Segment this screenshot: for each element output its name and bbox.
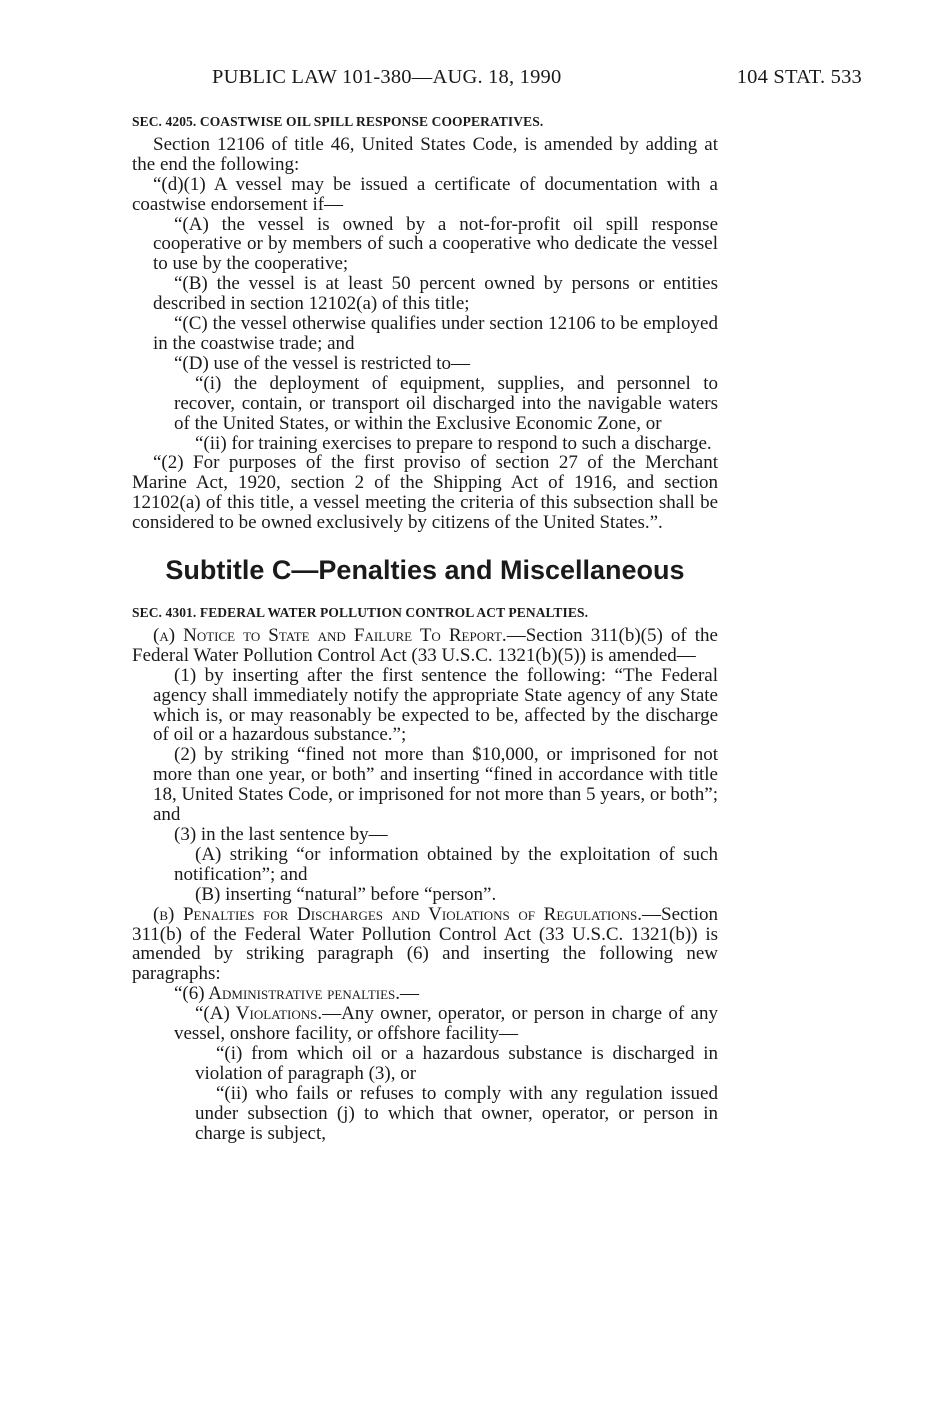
paragraph-b6-a [132,1004,718,1044]
clause-c: “(C) the vessel otherwise qualifies under section 12106 to be employed in the coastwise trade; and [153,313,718,354]
subtitle-heading: Subtitle C—Penalties and Miscellaneous [165,555,685,586]
document-body [132,112,718,1144]
subsection-2: “(2) For purposes of the first proviso of section 27 of the Merchant Marine Act, 1920, section 2 of the Shipping Act of 1916, and section 12102(a) of this title, a vessel meeting the criteria of this subsection shall be considered to be owned exclusively by citizens of the United States.”. [132,452,718,534]
paragraph-b6-caption: “(6) Administrative penalties. [174,983,401,1005]
subsection-a [132,626,718,666]
paragraph-a3: (3) in the last sentence by— [174,824,388,845]
paragraph-a3-a: (A) striking “or information obtained by the exploitation of such notification”; and [174,843,718,885]
paragraph-a3-b: (B) inserting “natural” before “person”. [195,883,497,905]
paragraph-a1: (1) by inserting after the first sentence the following: “The Federal agency shall immediately notify the appropriate State agency of any State which is, or may reasonably be expected to be, affected by the discharge of oil or a hazardous substance.”; [153,664,718,746]
subsection-b [132,905,718,985]
subsection-a-text: —Section 311(b)(5) of the Federal Water Pollution Control Act (33 U.S.C. 1321(b)(5)) is amended— [132,624,718,666]
paragraph-b6-a-ii: “(ii) who fails or refuses to comply with any regulation issued under subsection (j) to which that owner, operator, or person in charge is subject, [195,1082,718,1144]
section-4205-intro: Section 12106 of title 46, United States Code, is amended by adding at the end the following: [132,133,718,175]
clause-a: “(A) the vessel is owned by a not-for-profit oil spill response cooperative or by members of such a cooperative who dedicate the vessel to use by the cooperative; [153,213,718,275]
clause-b: “(B) the vessel is at least 50 percent owned by persons or entities described in section 12102(a) of this title; [153,273,718,315]
stat-page-number: 104 STAT. 533 [736,66,862,88]
paragraph-b6-a-caption: “(A) Violations. [195,1003,323,1025]
paragraph-b6-a-text: —Any owner, operator, or person in charge of any vessel, onshore facility, or offshore facility— [174,1003,718,1045]
clause-d-i: “(i) the deployment of equipment, supplies, and personnel to recover, contain, or transport oil discharged into the navigable waters of the United States, or within the Exclusive Economic Zone, or [174,372,718,434]
section-4205-heading: SEC. 4205. COASTWISE OIL SPILL RESPONSE COOPERATIVES. [132,114,544,129]
paragraph-b6-dash: — [400,983,420,1005]
subsection-d1: “(d)(1) A vessel may be issued a certificate of documentation with a coastwise endorsement if— [132,173,718,215]
clause-d: “(D) use of the vessel is restricted to— [174,352,470,374]
subsection-b-caption: (b) Penalties for Discharges and Violations of Regulations. [153,903,642,925]
paragraph-b6-a-i: “(i) from which oil or a hazardous substance is discharged in violation of paragraph (3), or [195,1042,718,1084]
subsection-a-caption: (a) Notice to State and Failure To Report. [153,624,507,646]
subsection-b-text: —Section 311(b) of the Federal Water Pollution Control Act (33 U.S.C. 1321(b)) is amended by striking paragraph (6) and inserting the following new paragraphs: [132,903,718,985]
paragraph-a2: (2) by striking “fined not more than $10,000, or imprisoned for not more than one year, or both” and inserting “fined in accordance with title 18, United States Code, or imprisoned for not more than 5 years, or both”; and [153,744,718,826]
section-4301-heading: SEC. 4301. FEDERAL WATER POLLUTION CONTROL ACT PENALTIES. [132,605,589,621]
clause-d-ii: “(ii) for training exercises to prepare to respond to such a discharge. [195,432,712,454]
running-title: PUBLIC LAW 101-380—AUG. 18, 1990 [212,66,562,88]
paragraph-b6 [132,984,718,1004]
